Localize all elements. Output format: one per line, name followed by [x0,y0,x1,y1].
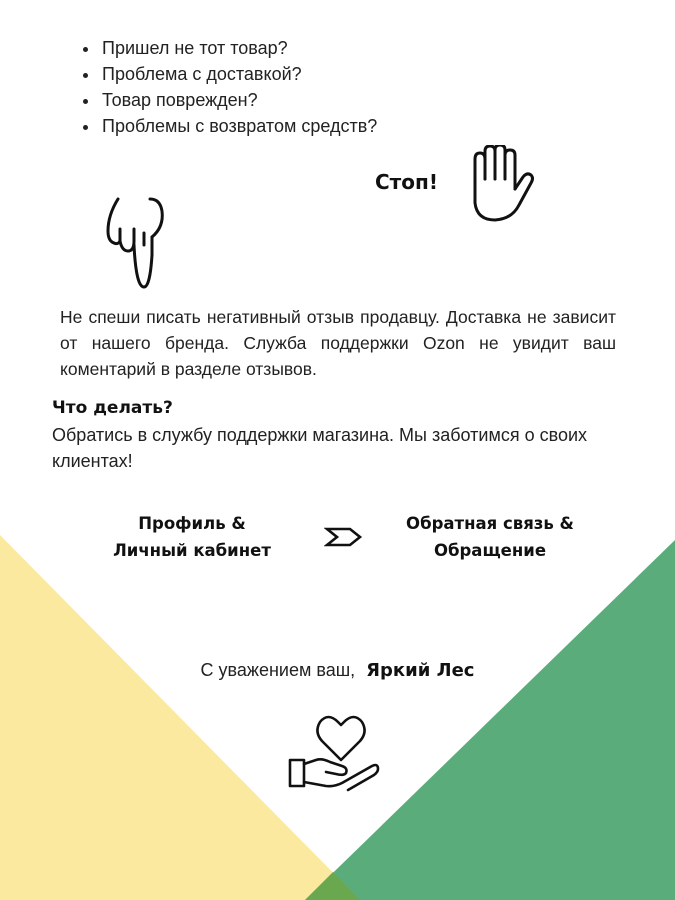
step-profile [92,510,292,564]
chevron-arrow-right-icon [324,526,364,548]
step-feedback [385,510,595,564]
stop-heading: Стоп! [375,170,438,194]
what-to-do-text: Обратись в службу поддержки магазина. Мы заботимся о своих клиентах! [52,425,588,471]
list-item: • Проблемы с возвратом средств? [100,113,377,139]
closing-prefix: С уважением ваш, [200,660,356,680]
what-to-do-title: Что делать? [52,398,173,418]
closing-line [0,660,675,681]
brand-name: Яркий Лес [366,660,475,681]
step-profile-line1: Профиль & [138,514,246,533]
list-item: • Проблема с доставкой? [100,61,377,87]
list-item: • Товар поврежден? [100,87,377,113]
raised-hand-icon [465,145,535,223]
step-feedback-line2: Обращение [433,541,547,560]
warning-paragraph: Не спеши писать негативный отзыв продавцу. Доставка не зависит от нашего бренда. Служба поддержки Ozon не увидит ваш коментарий в разделе отзывов. [60,307,616,379]
pointing-down-hand-icon [100,195,170,290]
list-item: • Пришел не тот товар? [100,35,377,61]
problem-list [80,35,377,139]
step-profile-line2: Личный кабинет [113,541,271,560]
heart-in-hand-icon [286,708,386,792]
step-feedback-line1: Обратная связь & [406,514,574,533]
